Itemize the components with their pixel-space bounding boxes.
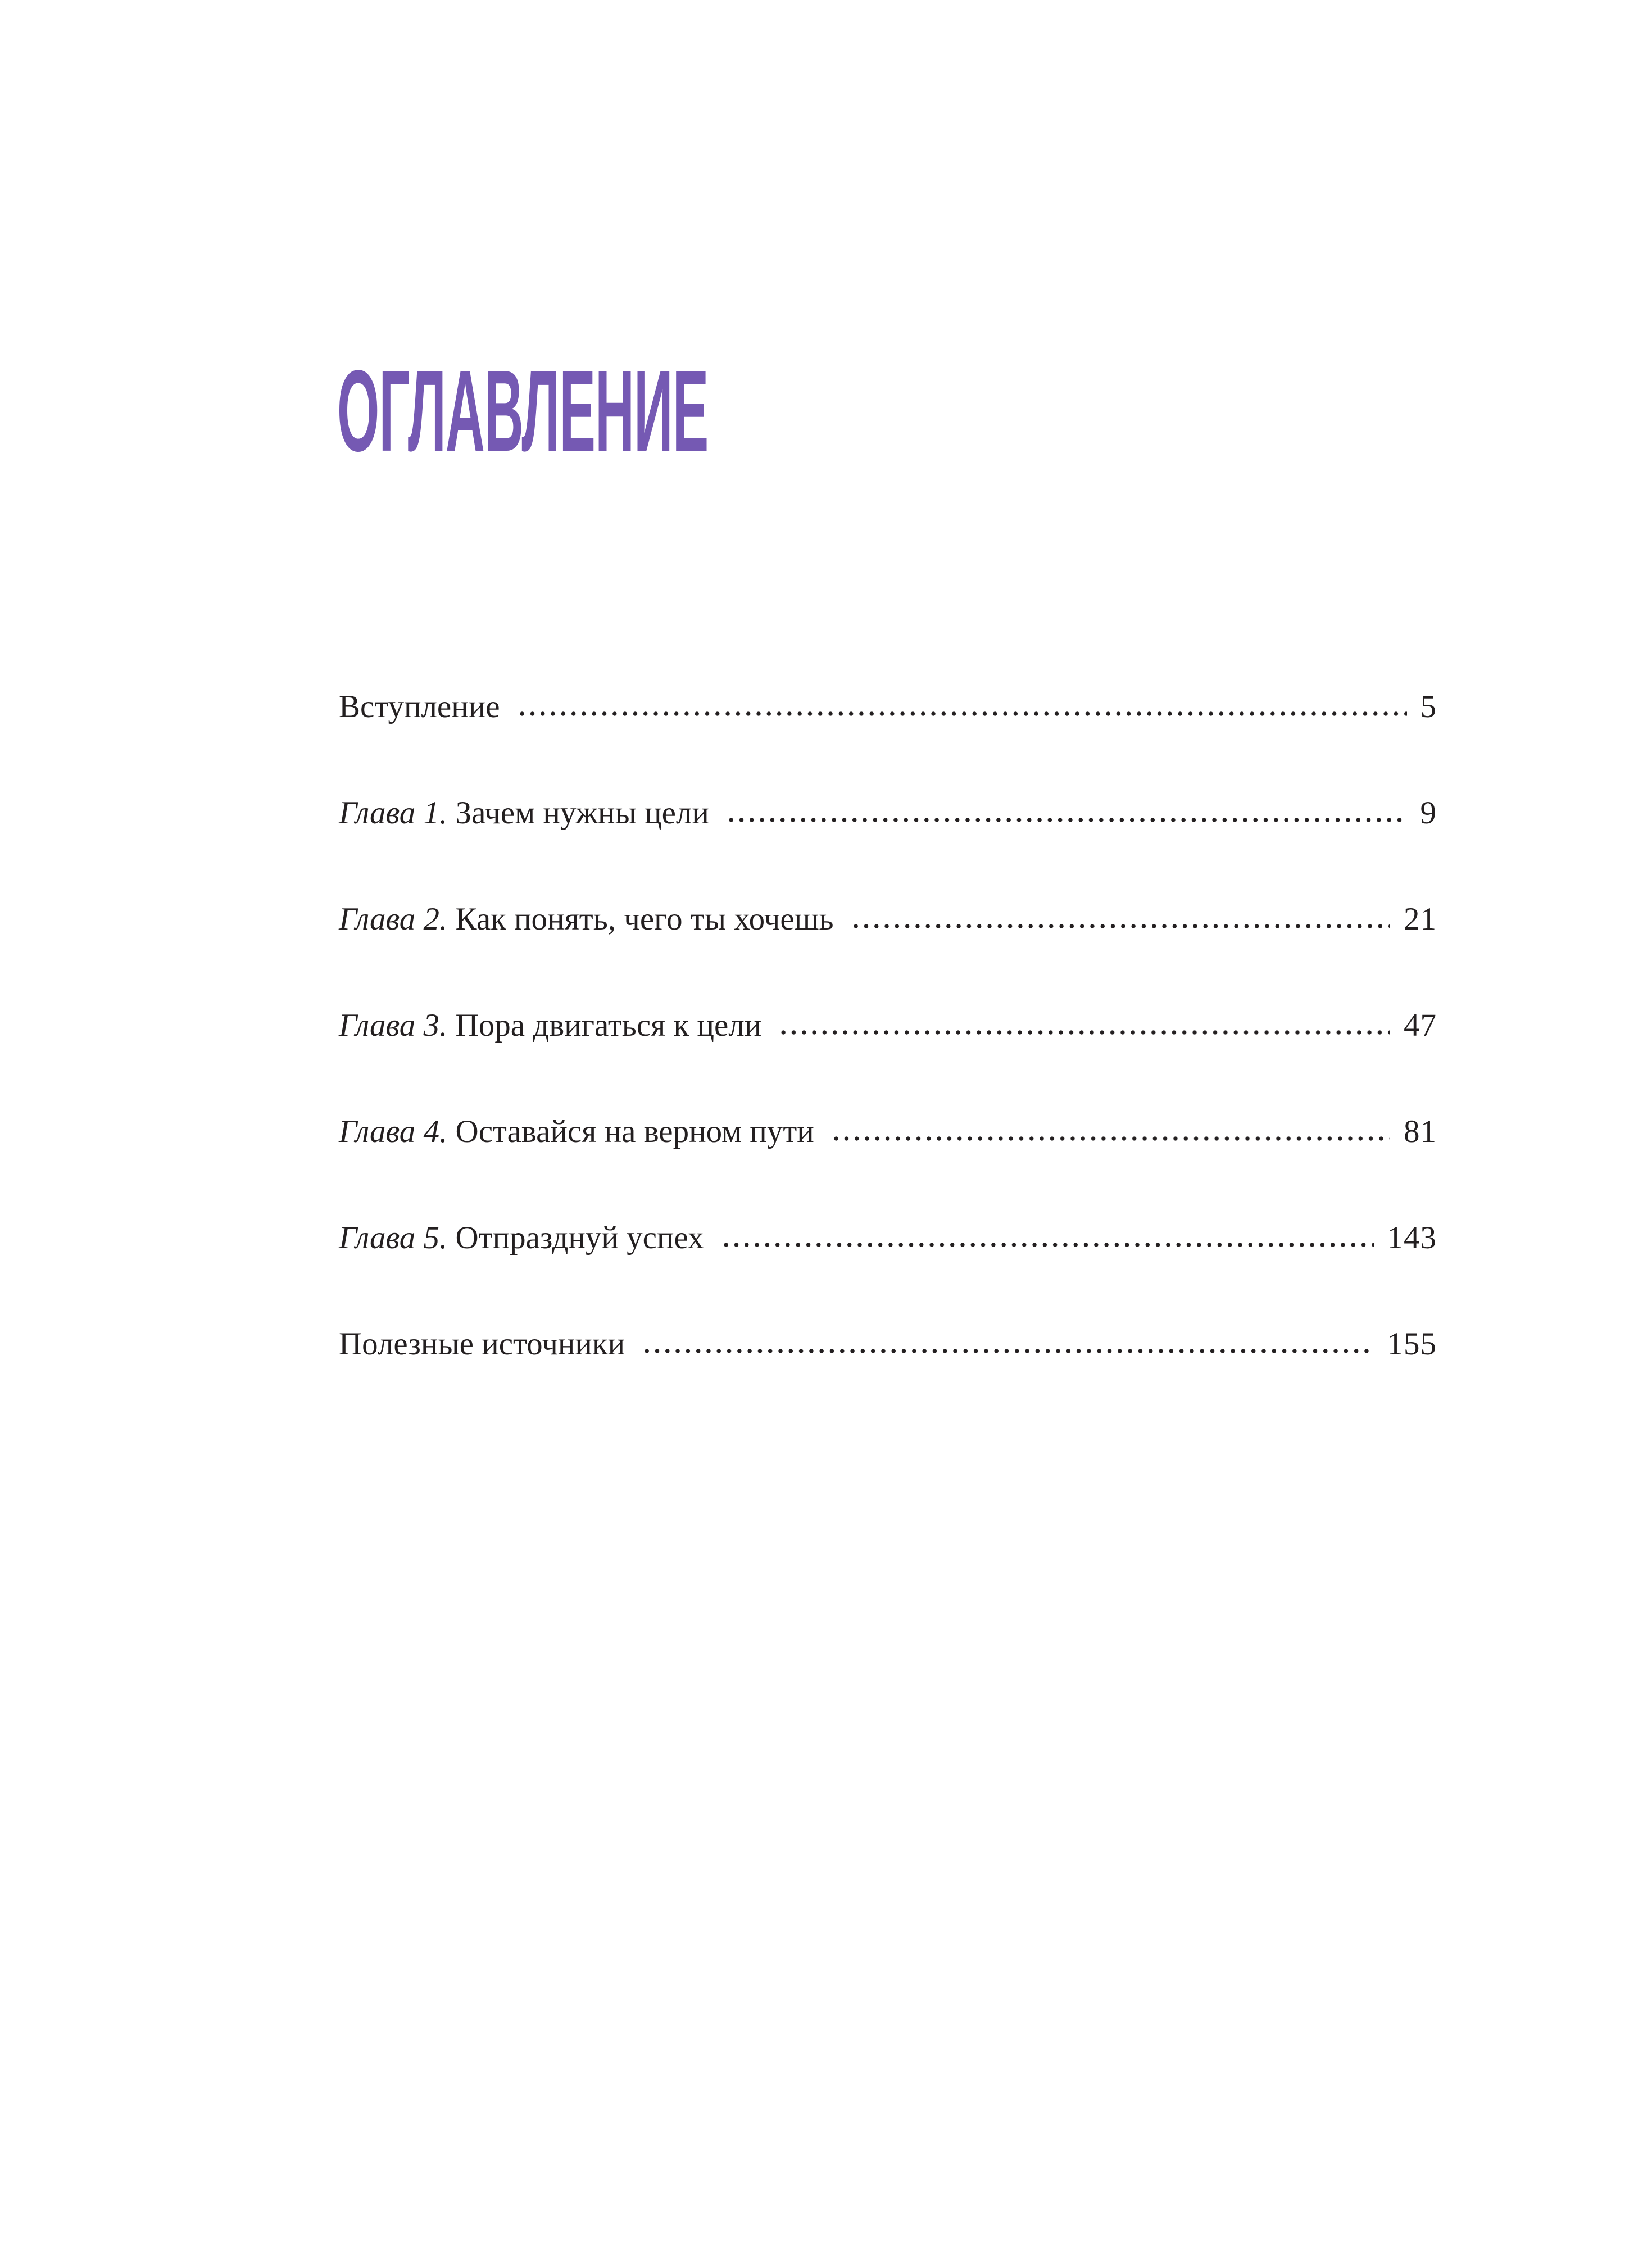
toc-page-number: 155 bbox=[1387, 1326, 1437, 1362]
toc-entry-title: Как понять, чего ты хочешь bbox=[455, 901, 834, 937]
toc-entry-label bbox=[339, 686, 500, 728]
chapter-prefix: Глава 5. bbox=[339, 1220, 448, 1256]
toc-page-number: 81 bbox=[1404, 1114, 1437, 1149]
dot-leader bbox=[642, 1349, 1373, 1353]
toc-entry-label bbox=[339, 1004, 761, 1047]
toc-page-number: 47 bbox=[1404, 1008, 1437, 1043]
toc-entry-chapter-4[interactable] bbox=[339, 1111, 1437, 1217]
toc-entry-title: Зачем нужны цели bbox=[455, 795, 709, 831]
toc-entry-chapter-2[interactable] bbox=[339, 898, 1437, 1004]
toc-entry-label bbox=[339, 898, 834, 941]
toc-entry-resources[interactable] bbox=[339, 1323, 1437, 1429]
dot-leader bbox=[726, 818, 1407, 822]
toc-entry-title: Отпразднуй успех bbox=[455, 1220, 704, 1256]
toc-entry-label bbox=[339, 1111, 814, 1153]
toc-entry-label bbox=[339, 1217, 704, 1259]
toc-entry-chapter-3[interactable] bbox=[339, 1004, 1437, 1111]
chapter-prefix: Глава 2. bbox=[339, 901, 448, 937]
dot-leader bbox=[721, 1243, 1374, 1247]
dot-leader bbox=[517, 711, 1407, 716]
toc-page-number: 21 bbox=[1404, 901, 1437, 937]
toc-entry-title: Оставайся на верном пути bbox=[455, 1114, 814, 1149]
toc-entry-title: Вступление bbox=[339, 689, 500, 724]
toc-entry-chapter-1[interactable] bbox=[339, 792, 1437, 898]
dot-leader bbox=[851, 924, 1390, 928]
toc-entry-introduction[interactable] bbox=[339, 686, 1437, 792]
toc-entry-label bbox=[339, 792, 709, 835]
table-of-contents bbox=[339, 686, 1437, 1429]
dot-leader bbox=[831, 1136, 1390, 1141]
toc-entry-chapter-5[interactable] bbox=[339, 1217, 1437, 1323]
toc-entry-title: Полезные источники bbox=[339, 1326, 625, 1362]
page-title: ОГЛАВЛЕНИЕ bbox=[337, 346, 709, 475]
toc-page-number: 143 bbox=[1387, 1220, 1437, 1256]
dot-leader bbox=[778, 1030, 1390, 1035]
chapter-prefix: Глава 3. bbox=[339, 1008, 448, 1043]
toc-page-number: 5 bbox=[1420, 689, 1437, 724]
toc-entry-label bbox=[339, 1323, 625, 1366]
toc-entry-title: Пора двигаться к цели bbox=[455, 1008, 762, 1043]
toc-page-number: 9 bbox=[1420, 795, 1437, 831]
chapter-prefix: Глава 4. bbox=[339, 1114, 448, 1149]
chapter-prefix: Глава 1. bbox=[339, 795, 448, 831]
